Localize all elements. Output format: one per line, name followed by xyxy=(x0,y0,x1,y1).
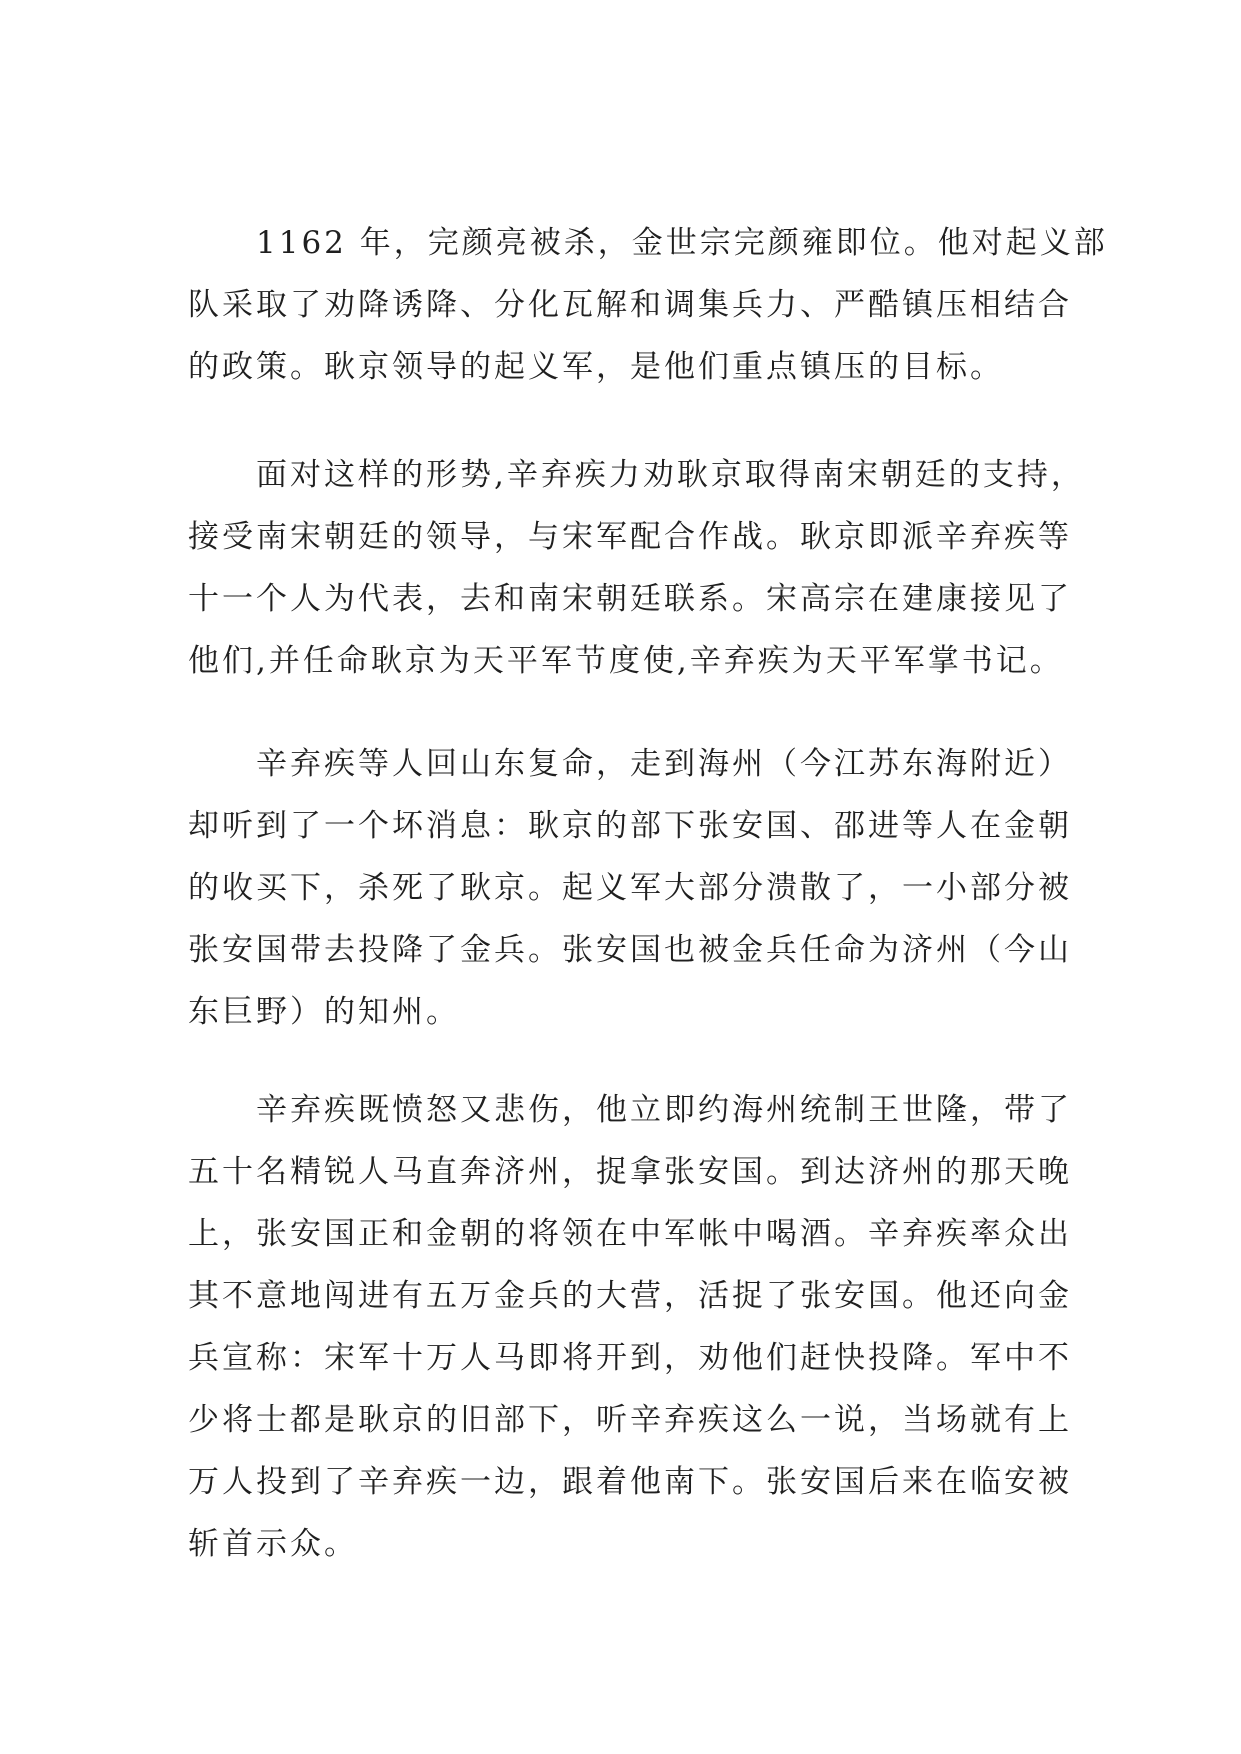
paragraph-line: 其不意地闯进有五万金兵的大营，活捉了张安国。他还向金 xyxy=(188,1278,1072,1314)
paragraph-line: 斩首示众。 xyxy=(188,1526,358,1562)
paragraph-line: 上，张安国正和金朝的将领在中军帐中喝酒。辛弃疾率众出 xyxy=(188,1216,1072,1252)
paragraph-line: 张安国带去投降了金兵。张安国也被金兵任命为济州（今山 xyxy=(188,932,1072,968)
paragraph-line: 他们,并任命耿京为天平军节度使,辛弃疾为天平军掌书记。 xyxy=(188,643,1064,679)
paragraph-line: 1162 年，完颜亮被杀，金世宗完颜雍即位。他对起义部 xyxy=(188,225,1108,261)
paragraph-1 xyxy=(188,212,1108,398)
paragraph-line: 的政策。耿京领导的起义军，是他们重点镇压的目标。 xyxy=(188,349,1004,385)
paragraph-line: 辛弃疾既愤怒又悲伤，他立即约海州统制王世隆，带了 xyxy=(188,1092,1072,1128)
paragraph-line: 少将士都是耿京的旧部下，听辛弃疾这么一说，当场就有上 xyxy=(188,1402,1072,1438)
paragraph-line: 接受南宋朝廷的领导，与宋军配合作战。耿京即派辛弃疾等 xyxy=(188,519,1072,555)
paragraph-line: 东巨野）的知州。 xyxy=(188,994,460,1030)
paragraph-line: 辛弃疾等人回山东复命，走到海州（今江苏东海附近） xyxy=(188,746,1072,782)
paragraph-line: 面对这样的形势,辛弃疾力劝耿京取得南宋朝廷的支持， xyxy=(188,457,1085,493)
paragraph-line: 队采取了劝降诱降、分化瓦解和调集兵力、严酷镇压相结合 xyxy=(188,287,1072,323)
paragraph-line: 十一个人为代表，去和南宋朝廷联系。宋高宗在建康接见了 xyxy=(188,581,1072,617)
paragraph-line: 五十名精锐人马直奔济州，捉拿张安国。到达济州的那天晚 xyxy=(188,1154,1072,1190)
paragraph-line: 万人投到了辛弃疾一边，跟着他南下。张安国后来在临安被 xyxy=(188,1464,1072,1500)
paragraph-line: 的收买下，杀死了耿京。起义军大部分溃散了，一小部分被 xyxy=(188,870,1072,906)
paragraph-4 xyxy=(188,1079,1072,1575)
paragraph-2 xyxy=(188,444,1085,692)
paragraph-line: 兵宣称：宋军十万人马即将开到，劝他们赶快投降。军中不 xyxy=(188,1340,1072,1376)
paragraph-3 xyxy=(188,733,1072,1043)
paragraph-line: 却听到了一个坏消息：耿京的部下张安国、邵进等人在金朝 xyxy=(188,808,1072,844)
